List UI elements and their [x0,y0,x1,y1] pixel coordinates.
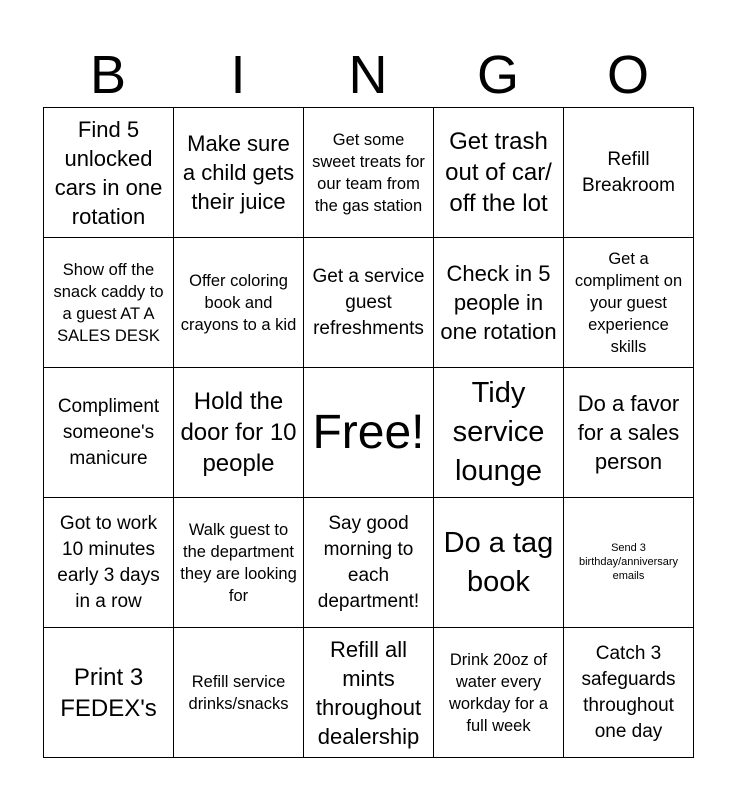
bingo-cell[interactable] [174,108,304,238]
cell-text: Hold the door for 10 people [180,388,297,477]
cell-text: Drink 20oz of water every workday for a full week [448,650,549,735]
bingo-cell[interactable] [304,108,434,238]
bingo-cell[interactable] [564,108,694,238]
bingo-cell[interactable] [44,108,174,238]
cell-text: Do a tag book [443,526,554,598]
cell-text: Get trash out of car/ off the lot [445,128,552,217]
bingo-cell[interactable] [304,238,434,368]
free-space-label: Free! [312,405,425,459]
header-letter-n: N [348,45,388,105]
cell-text: Print 3 FEDEX's [60,663,157,722]
bingo-cell[interactable] [564,628,694,758]
cell-text: Catch 3 safeguards throughout one day [581,642,676,742]
bingo-cell[interactable] [174,498,304,628]
cell-text: Walk guest to the department they are looking for [180,520,297,605]
cell-text: Refill all mints throughout dealership [315,636,422,749]
header-letter-i: I [230,45,246,105]
bingo-cell[interactable] [44,238,174,368]
cell-text: Compliment someone's manicure [57,395,160,469]
header-letter-b: B [89,45,127,105]
bingo-cell[interactable] [564,498,694,628]
cell-text: Show off the snack caddy to a guest AT A SALES DESK [53,260,164,345]
cell-text: Refill Breakroom [582,148,675,196]
cell-text: Do a favor for a sales person [577,391,680,474]
cell-text: Check in 5 people in one rotation [440,261,557,344]
cell-text: Tidy service lounge [452,377,545,487]
free-space-cell[interactable] [304,368,434,498]
cell-text: Got to work 10 minutes early 3 days in a row [57,512,160,612]
board-row [44,238,694,368]
bingo-cell[interactable] [564,238,694,368]
bingo-cell[interactable] [304,498,434,628]
cell-text: Offer coloring book and crayons to a kid [180,271,297,334]
bingo-cell[interactable] [44,628,174,758]
cell-text: Say good morning to each department! [317,512,420,612]
cell-text: Send 3 birthday/anniversary emails [578,542,679,582]
bingo-board [43,107,694,758]
cell-text: Refill service drinks/snacks [188,672,289,713]
board-row [44,368,694,498]
board-row [44,498,694,628]
bingo-cell[interactable] [564,368,694,498]
bingo-cell[interactable] [304,628,434,758]
header-letter-o: O [606,45,649,105]
bingo-cell[interactable] [434,108,564,238]
bingo-cell[interactable] [174,628,304,758]
bingo-cell[interactable] [434,628,564,758]
bingo-header [43,44,693,106]
bingo-cell[interactable] [44,368,174,498]
bingo-cell[interactable] [174,238,304,368]
cell-text: Get a compliment on your guest experience skills [574,249,683,356]
bingo-cell[interactable] [434,368,564,498]
cell-text: Get some sweet treats for our team from the gas station [312,130,425,215]
cell-text: Get a service guest refreshments [312,265,425,339]
header-letter-g: G [476,45,519,105]
board-row [44,628,694,758]
bingo-cell[interactable] [434,498,564,628]
cell-text: Find 5 unlocked cars in one rotation [54,116,163,229]
bingo-cell[interactable] [44,498,174,628]
cell-text: Make sure a child gets their juice [182,131,295,214]
board-row [44,108,694,238]
bingo-cell[interactable] [174,368,304,498]
bingo-cell[interactable] [434,238,564,368]
